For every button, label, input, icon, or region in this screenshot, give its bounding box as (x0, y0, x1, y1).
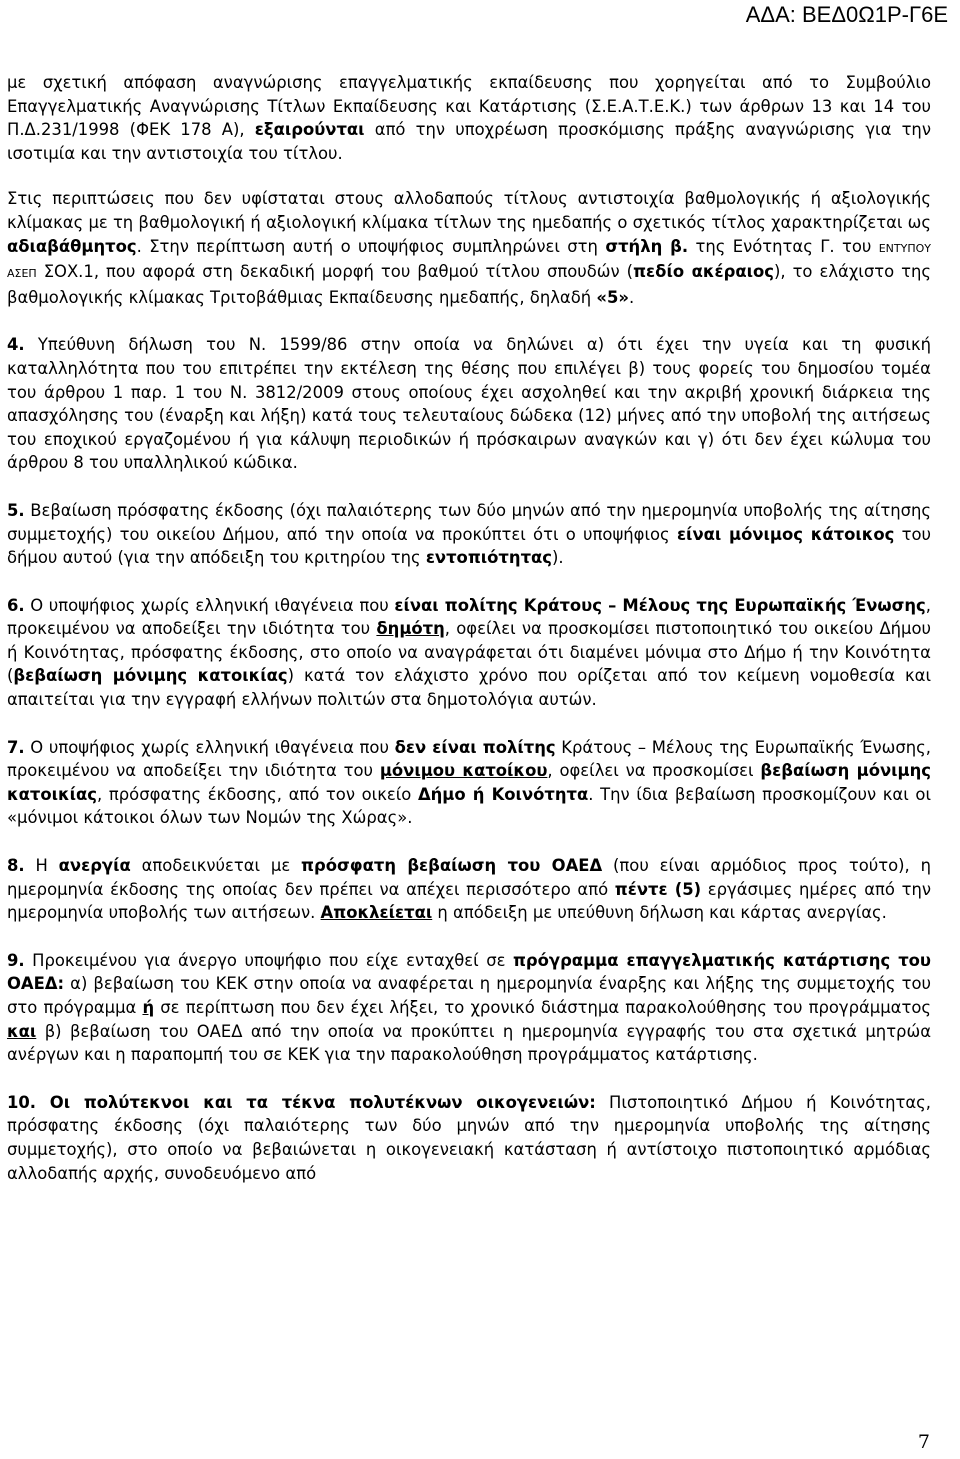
bold-text: δεν είναι πολίτης (394, 737, 556, 757)
bold-underline-text: και (7, 1021, 37, 1041)
item-number: 6. (7, 595, 25, 615)
text: Προκειμένου για άνεργο υποψήφιο που είχε ενταχθεί σε (24, 950, 513, 970)
paragraph-item-4 (7, 333, 931, 475)
document-body (7, 71, 931, 1185)
paragraph-item-8 (7, 854, 931, 925)
ada-code: ΑΔΑ: ΒΕΔ0Ω1Ρ-Γ6Ε (745, 2, 948, 27)
text: , πρόσφατης έκδοσης, από τον οικείο (97, 784, 418, 804)
page-number: 7 (917, 1431, 930, 1453)
bold-text: αδιαβάθμητος (7, 236, 137, 256)
text: , οφείλει να προσκομίσει πιστοποιητικό του οικείου Δήμου ή Κοινότητας, πρόσφατης έκδοσης, στο οποίο να αναγράφεται ότι διαμένει μόνιμα στο Δήμο ή την Κοινότητα ( (7, 619, 932, 686)
paragraph-item-7 (7, 736, 931, 830)
text: . Στην περίπτωση αυτή ο υποψήφιος συμπληρώνει στη (136, 236, 606, 256)
text: Κράτους – Μέλους της Ευρωπαϊκής Ένωσης, προκειμένου να αποδείξει την ιδιότητα του (7, 737, 931, 781)
bold-text: βεβαίωση μόνιμης κατοικίας (7, 761, 931, 804)
text: Η (24, 856, 59, 876)
text: Πιστοποιητικό Δήμου ή Κοινότητας, πρόσφατης έκδοσης (όχι παλαιότερης των δύο μηνών από την ημερομηνία υποβολής της αίτησης συμμετοχής), στο οποίο να βεβαιώνεται η οικογενειακή κατάσταση ή αντίστοιχο πιστοποιητικό αρμόδιας αλλοδαπής αρχής, συνοδευόμενο από (7, 1092, 932, 1183)
text: εργάσιμες ημέρες από την ημερομηνία υποβολής των αιτήσεων. (7, 879, 931, 923)
text: , προκειμένου να αποδείξει την ιδιότητα του (7, 595, 931, 639)
paragraph-recognition (7, 71, 931, 165)
bold-text: «5» (596, 287, 629, 307)
item-number: 8. (7, 856, 25, 876)
text: από την υποχρέωση προσκόμισης πράξης αναγνώρισης για την ισοτιμία και την αντιστοιχία του τίτλου. (7, 120, 931, 163)
small-text: ΕΝΤΥΠΟΥ ΑΣΕΠ (7, 241, 931, 281)
paragraph-item-6 (7, 594, 931, 712)
paragraph-ungraded-title (7, 187, 931, 309)
text: . (628, 287, 635, 307)
text: ΣΟΧ.1, που αφορά στη δεκαδική μορφή του βαθμού τίτλου σπουδών ( (36, 262, 634, 282)
text: του δήμου αυτού (για την απόδειξη του κριτηρίου της (7, 524, 932, 568)
bold-text: είναι πολίτης Κράτους – Μέλους της Ευρωπαϊκής Ένωσης (394, 595, 926, 615)
text: η απόδειξη με υπεύθυνη δήλωση και κάρτας ανεργίας. (432, 903, 887, 923)
text: . Την ίδια βεβαίωση προσκομίζουν και οι «μόνιμοι κάτοικοι όλων των Νομών της Χώρας». (7, 784, 931, 828)
paragraph-item-9 (7, 949, 931, 1067)
bold-underline-text: μόνιμου κατοίκου (379, 761, 548, 781)
bold-underline-text: δημότη (376, 619, 445, 639)
text: Ο υποψήφιος χωρίς ελληνική ιθαγένεια που (24, 595, 395, 615)
item-number: 5. (7, 500, 25, 520)
paragraph-item-10 (7, 1091, 931, 1185)
bold-text: βεβαίωση μόνιμης κατοικίας (13, 666, 288, 686)
bold-text: πρόσφατη βεβαίωση του ΟΑΕΔ (301, 856, 603, 876)
text: Στις περιπτώσεις που δεν υφίσταται στους αλλοδαπούς τίτλους αντιστοιχία βαθμολογικής ή αξιολογικής κλίμακας με τη βαθμολογική ή αξιολογική κλίμακα τίτλων της ημεδαπής ο σχετικός τίτλος χαρακτηρίζεται ως (7, 189, 931, 232)
item-number: 7. (7, 737, 25, 757)
text: Βεβαίωση πρόσφατης έκδοσης (όχι παλαιότερης των δύο μηνών από την ημερομηνία υποβολής της αίτησης συμμετοχής) του οικείου Δήμου, από την οποία να προκύπτει ότι ο υποψήφιος (7, 500, 931, 544)
bold-text: πρόγραμμα επαγγελματικής κατάρτισης του ΟΑΕΔ: (7, 950, 931, 994)
bold-text: εξαιρούνται (254, 120, 365, 140)
text: αποδεικνύεται με (130, 856, 302, 876)
text: (που είναι αρμόδιος προς τούτο), η ημερομηνία έκδοσης της οποίας δεν πρέπει να απέχει περισσότερο από (7, 856, 931, 899)
text: ) κατά τον ελάχιστο χρόνο που ορίζεται από τον κείμενη νομοθεσία και απαιτείται για την εγγραφή ελλήνων πολιτών στα δημοτολόγια αυτών. (7, 666, 932, 710)
text: Υπεύθυνη δήλωση του Ν. 1599/86 στην οποία να δηλώνει α) ότι έχει την υγεία και τη φυσική καταλληλότητα που του επιτρέπει την εκτέλεση της θέσης που επιλέγει β) τους φορείς του δημοσίου τομέα του άρθρου 1 παρ. 1 του Ν. 3812/2009 στους οποίους έχει ασχοληθεί και την ακριβή χρονική διάρκεια της απασχόλησης του (έναρξη και λήξη) κατά τους τελευταίους δώδεκα (12) μήνες από την υποβολή της αιτήσεως του εποχικού εργαζομένου ή για κάλυψη περιοδικών ή πρόσκαιρων αναγκών και γ) ότι δεν έχει κώλυμα του άρθρου 8 του υπαλληλικού κώδικα. (7, 335, 931, 473)
bold-text: είναι μόνιμος κάτοικος (676, 524, 895, 544)
item-number: 9. (7, 950, 25, 970)
bold-text: ανεργία (58, 856, 131, 876)
bold-underline-text: Αποκλείεται (320, 903, 433, 923)
text: α) βεβαίωση του ΚΕΚ στην οποία να αναφέρεται η ημερομηνία έναρξης και λήξης της συμμετοχής του στο πρόγραμμα (7, 974, 931, 1017)
bold-text: πεδίο ακέραιος (633, 262, 774, 282)
text: ). (552, 548, 564, 568)
bold-text: στήλη β. (605, 236, 689, 256)
text: β) βεβαίωση του ΟΑΕΔ από την οποία να προκύπτει η ημερομηνία εγγραφής του στα σχετικά μητρώα ανέργων και η παραπομπή του σε ΚΕΚ για την παρακολούθηση προγράμματος κατάρτισης. (7, 1021, 931, 1065)
bold-text: Δήμο ή Κοινότητα (417, 784, 589, 804)
text: ), το ελάχιστο της βαθμολογικής κλίμακας Τριτοβάθμιας Εκπαίδευσης ημεδαπής, δηλαδή (7, 262, 931, 307)
text: , οφείλει να προσκομίσει (547, 761, 761, 781)
item-number: 4. (7, 335, 25, 355)
paragraph-item-5 (7, 499, 931, 570)
bold-underline-text: ή (142, 998, 155, 1017)
text: της Ενότητας Γ. του (688, 236, 879, 256)
text: με σχετική απόφαση αναγνώρισης επαγγελματικής εκπαίδευσης που χορηγείται από το Συμβούλιο Επαγγελματικής Αναγνώρισης Τίτλων Εκπαίδευσης και Κατάρτισης (Σ.Ε.Α.Τ.Ε.Κ.) των άρθρων 13 και 14 του Π.Δ.231/1998 (ΦΕΚ 178 Α), (7, 73, 931, 140)
bold-text: εντοπιότητας (425, 548, 552, 568)
bold-text: πέντε (5) (614, 879, 702, 899)
bold-heading: 10. Οι πολύτεκνοι και τα τέκνα πολυτέκνων οικογενειών: (7, 1092, 596, 1112)
text: σε περίπτωση που δεν έχει λήξει, το χρονικό διάστημα παρακολούθησης του προγράμματος (154, 998, 931, 1017)
text: Ο υποψήφιος χωρίς ελληνική ιθαγένεια που (24, 737, 395, 757)
